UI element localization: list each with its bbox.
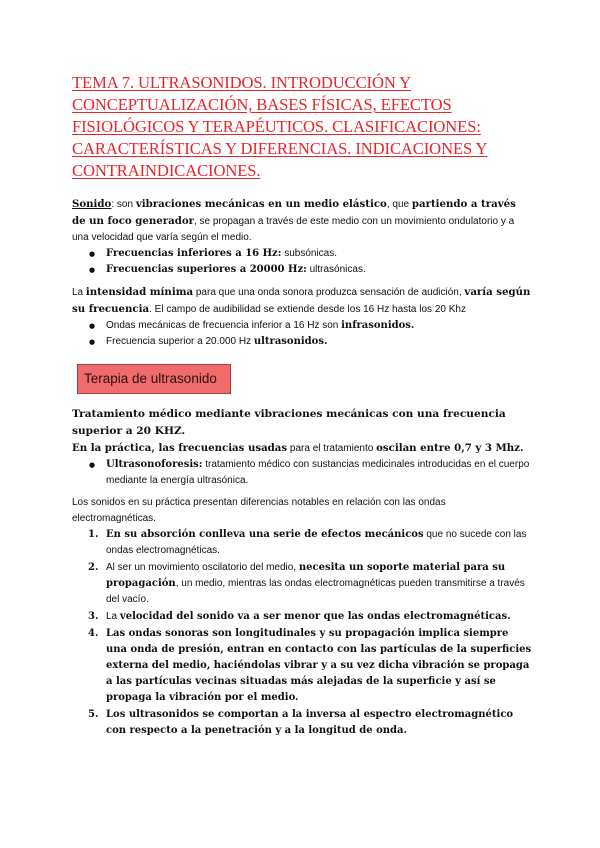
- intensidad-text-3: . El campo de audibilidad se extiende desde los 16 Hz hasta los 20 Khz: [149, 304, 466, 315]
- list-item: [72, 246, 532, 262]
- ondas-text: Frecuencia superior a 20.000 Hz: [106, 336, 254, 347]
- freq-bold: Frecuencias inferiores a 16 Hz:: [106, 248, 282, 259]
- item-number: 5.: [88, 709, 99, 720]
- sonido-bold-2: partiendo a través de un foco generador: [72, 198, 516, 227]
- sonido-text-3: , se propagan a través de este medio con un movimiento ondulatorio y a una velocidad que varía según el medio.: [72, 216, 515, 243]
- ondas-bold: ultrasonidos.: [253, 336, 328, 347]
- list-item: [72, 318, 532, 334]
- list-item: [72, 262, 532, 278]
- intensidad-bold-1: intensidad mínima: [85, 286, 194, 298]
- item-text: , un medio, mientras las ondas electromagnéticas pueden transmitirse a través del vacío.: [106, 578, 525, 605]
- sonido-text-2: , que: [386, 199, 412, 210]
- item-bold: velocidad del sonido va a ser menor que las ondas electromagnéticas.: [119, 611, 511, 622]
- list-item: [72, 457, 532, 489]
- sonido-label: Sonido: [72, 198, 112, 210]
- freq-bold: Frecuencias superiores a 20000 Hz:: [106, 264, 307, 275]
- freq-text: subsónicas.: [281, 248, 338, 259]
- item-bold: Los ultrasonidos se comportan a la inversa al espectro electromagnético con respecto a la penetración y a la longitud de onda.: [106, 709, 514, 736]
- list-item: [72, 334, 532, 350]
- item-bold: Las ondas sonoras son longitudinales y su propagación implica siempre una onda de presión, entran en contacto con las partículas de la superficies externa del medio, haciéndolas vibrar y a su vez dicha vibración se propaga a las partículas vecinas situadas más alejadas de la superficie y así se propaga la vibración por el medio.: [106, 628, 532, 703]
- ultrasonoforesis-list: [72, 457, 532, 489]
- practica-text-1: para el tratamiento: [287, 443, 377, 454]
- ultrasonoforesis-text: tratamiento médico con sustancias medicinales introducidas en el cuerpo mediante la energía ultrasónica.: [106, 459, 530, 486]
- practica-bold-1: En la práctica, las frecuencias usadas: [72, 442, 288, 454]
- item-text: La: [106, 611, 120, 622]
- practica-paragraph: [72, 440, 532, 457]
- list-item: [72, 560, 532, 608]
- list-item: [72, 609, 532, 625]
- page-title: TEMA 7. ULTRASONIDOS. INTRODUCCIÓN Y CONCEPTUALIZACIÓN, BASES FÍSICAS, EFECTOS FISIOLÓGICOS Y TERAPÉUTICOS. CLASIFICACIONES: CARACTERÍSTICAS Y DIFERENCIAS. INDICACIONES Y CONTRAINDICACIONES.: [72, 73, 488, 180]
- intensidad-text-1: La: [72, 287, 86, 298]
- item-number: 4.: [88, 628, 99, 639]
- section-banner: Terapia de ultrasonido: [77, 364, 231, 394]
- ondas-bold: infrasonidos.: [341, 320, 415, 331]
- item-bold: En su absorción conlleva una serie de efectos mecánicos: [106, 529, 424, 540]
- practica-bold-2: oscilan entre 0,7 y 3 Mhz.: [376, 442, 524, 454]
- item-number: 1.: [88, 529, 99, 540]
- item-number: 3.: [88, 611, 99, 622]
- item-text: que no sucede con las ondas electromagnéticas.: [106, 529, 527, 556]
- diferencias-intro: Los sonidos en su práctica presentan diferencias notables en relación con las ondas electromagnéticas.: [72, 497, 446, 524]
- sonido-text-1: son: [116, 199, 136, 210]
- item-text: Al ser un movimiento oscilatorio del medio,: [106, 562, 299, 573]
- intensidad-paragraph: [72, 284, 532, 318]
- sonido-definition: [72, 196, 532, 246]
- intensidad-text-2: para que una onda sonora produzca sensación de audición,: [193, 287, 465, 298]
- document-page: [72, 72, 532, 740]
- ondas-list: [72, 318, 532, 350]
- ondas-text: Ondas mecánicas de frecuencia inferior a 16 Hz son: [106, 320, 342, 331]
- sonido-bold-1: vibraciones mecánicas en un medio elástico: [135, 198, 387, 210]
- intensidad-bold-2: varía según su frecuencia: [72, 286, 531, 315]
- item-bold: necesita un soporte material para su propagación: [106, 562, 506, 589]
- list-item: [72, 626, 532, 706]
- item-number: 2.: [88, 562, 99, 573]
- list-item: [72, 527, 532, 559]
- list-item: [72, 707, 532, 739]
- tratamiento-heading: Tratamiento médico mediante vibraciones mecánicas con una frecuencia superior a 20 KHZ.: [72, 408, 506, 437]
- freq-text: ultrasónicas.: [306, 264, 366, 275]
- diferencias-list: [72, 527, 532, 739]
- sonido-colon: :: [111, 199, 117, 210]
- ultrasonoforesis-bold: Ultrasonoforesis:: [106, 459, 203, 470]
- frequency-list: [72, 246, 532, 278]
